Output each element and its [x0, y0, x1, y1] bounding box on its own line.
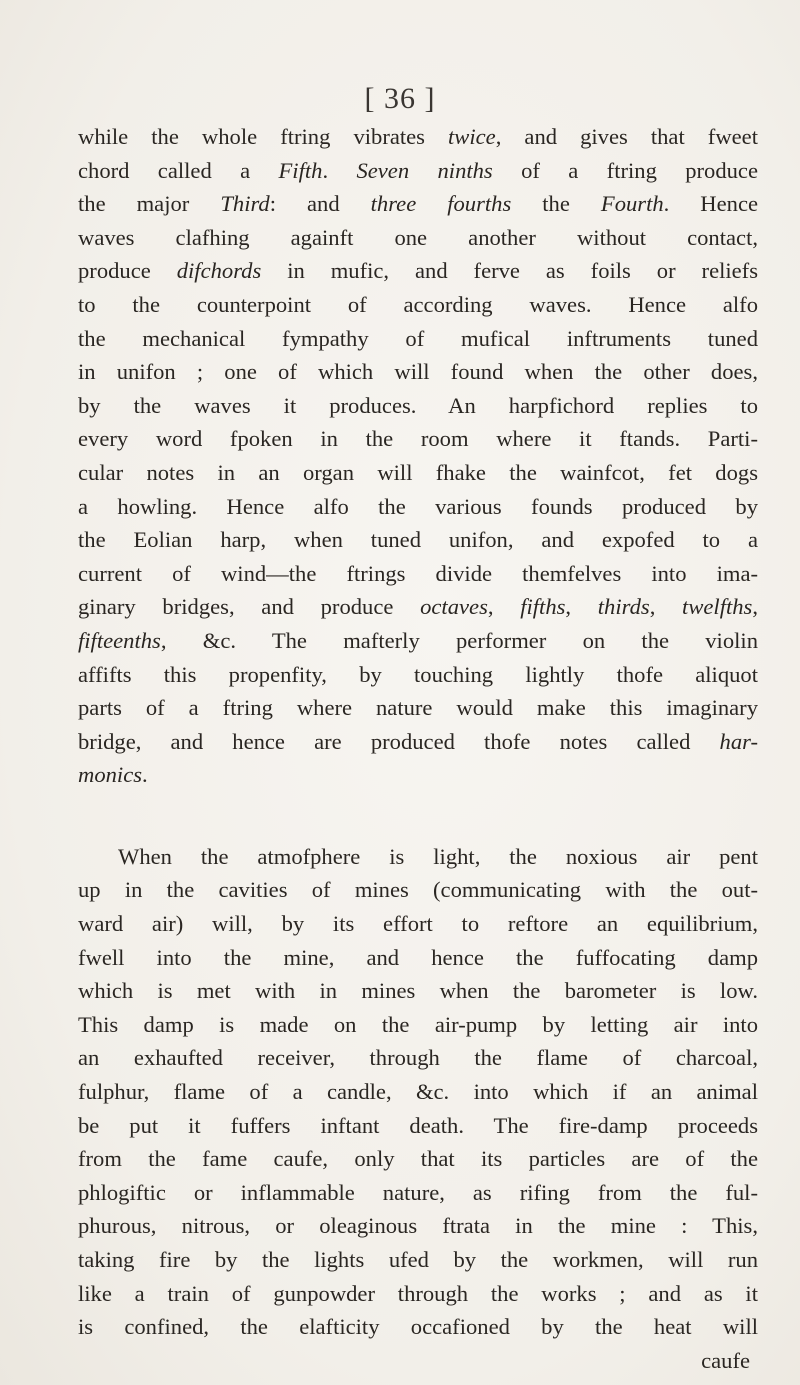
text-line: [78, 840, 758, 874]
text-line: [78, 490, 758, 524]
text-line: [78, 1209, 758, 1243]
text-segment: fwell into the mine, and hence the fuffocating damp: [78, 944, 758, 970]
paragraph-2: [78, 840, 758, 1344]
text-line: [78, 120, 758, 154]
text-line: [78, 624, 758, 658]
text-segment: of a ftring produce: [492, 157, 758, 183]
text-segment: ,: [565, 594, 598, 620]
text-line: [78, 873, 758, 907]
text-segment: phlogiftic or inflammable nature, as rifing from the ful-: [78, 1179, 758, 1205]
text-line: [78, 1243, 758, 1277]
text-segment: in unifon ; one of which will found when the other does,: [78, 359, 758, 385]
italic-text-segment: Fourth: [600, 191, 664, 217]
text-line: [78, 1176, 758, 1210]
text-segment: a howling. Hence alfo the various founds produced by: [78, 493, 758, 519]
text-line: [78, 1109, 758, 1143]
text-segment: .: [322, 157, 357, 183]
text-segment: .: [142, 762, 148, 788]
italic-text-segment: Third: [220, 191, 270, 217]
italic-text-segment: twice: [448, 124, 496, 149]
catchword: caufe: [701, 1347, 750, 1373]
text-segment: is confined, the elafticity occafioned by the heat will: [78, 1314, 758, 1340]
text-segment: ,: [752, 594, 758, 620]
text-segment: current of wind—the ftrings divide themfelves into ima-: [78, 560, 758, 586]
page-number: [ 36 ]: [364, 82, 436, 115]
text-line: [78, 658, 758, 692]
text-line: [78, 907, 758, 941]
text-segment: parts of a ftring where nature would make this imaginary: [78, 695, 758, 721]
text-segment: ginary bridges, and produce: [78, 594, 421, 620]
text-line: [78, 154, 758, 188]
text-segment: the Eolian harp, when tuned unifon, and expofed to a: [78, 527, 758, 553]
text-segment: be put it fuffers inftant death. The fire-damp proceeds: [78, 1112, 758, 1138]
text-segment: which is met with in mines when the barometer is low.: [78, 978, 758, 1004]
text-line: [78, 422, 758, 456]
text-segment: affifts this propenfity, by touching lightly thofe aliquot: [78, 661, 758, 687]
text-line: [78, 691, 758, 725]
italic-text-segment: monics: [78, 762, 143, 788]
text-segment: taking fire by the lights ufed by the workmen, will run: [78, 1247, 758, 1272]
text-line: [78, 725, 758, 759]
text-segment: This damp is made on the air-pump by letting air into: [78, 1011, 758, 1037]
text-segment: an exhaufted receiver, through the flame of charcoal,: [78, 1045, 758, 1071]
italic-text-segment: fifths: [520, 594, 566, 620]
text-line: [78, 974, 758, 1008]
text-segment: like a train of gunpowder through the works ; and as it: [78, 1280, 758, 1306]
text-line: [78, 1041, 758, 1075]
text-segment: : and: [269, 191, 371, 217]
text-line: [78, 758, 758, 792]
text-line: [78, 1277, 758, 1311]
paragraph-1: [78, 120, 758, 792]
text-segment: fulphur, flame of a candle, &c. into which if an animal: [78, 1079, 758, 1105]
text-line: [78, 389, 758, 423]
text-segment: from the fame caufe, only that its particles are of the: [78, 1146, 758, 1172]
text-segment: by the waves it produces. An harpfichord replies to: [78, 392, 758, 418]
paragraph-gap: [78, 792, 758, 840]
text-line: [78, 456, 758, 490]
text-segment: to the counterpoint of according waves. Hence alfo: [78, 291, 758, 317]
text-segment: , and gives that fweet: [495, 124, 758, 149]
italic-text-segment: octaves: [420, 594, 488, 620]
text-line: [78, 355, 758, 389]
text-segment: phurous, nitrous, or oleaginous ftrata in the mine : This,: [78, 1213, 758, 1239]
text-segment: bridge, and hence are produced thofe notes called: [78, 728, 720, 754]
text-line: [78, 941, 758, 975]
text-segment: the major: [78, 191, 221, 217]
text-line: [78, 1142, 758, 1176]
text-line: [78, 1310, 758, 1344]
italic-text-segment: fifteenths: [78, 627, 161, 653]
text-segment: while the whole ftring vibrates: [78, 124, 449, 149]
text-segment: up in the cavities of mines (communicating with the out-: [78, 877, 758, 903]
italic-text-segment: twelfths: [682, 594, 753, 620]
text-segment: When the atmofphere is light, the noxious air pent: [118, 843, 758, 869]
text-segment: , &c. The mafterly performer on the violin: [160, 627, 758, 653]
text-line: [78, 221, 758, 255]
text-line: [78, 322, 758, 356]
text-line: [78, 254, 758, 288]
text-segment: every word fpoken in the room where it ftands. Parti-: [78, 426, 758, 452]
italic-text-segment: three fourths: [370, 191, 512, 217]
text-line: [78, 557, 758, 591]
italic-text-segment: difchords: [176, 258, 262, 284]
text-line: [78, 1008, 758, 1042]
text-line: [78, 187, 758, 221]
text-segment: cular notes in an organ will fhake the wainfcot, fet dogs: [78, 459, 758, 485]
text-line: [78, 523, 758, 557]
text-line: [78, 1075, 758, 1109]
italic-text-segment: thirds: [597, 594, 650, 620]
body-text: [78, 120, 758, 1377]
text-line: [78, 590, 758, 624]
text-segment: ward air) will, by its effort to reftore an equilibrium,: [78, 911, 758, 937]
italic-text-segment: Seven ninths: [356, 157, 493, 183]
text-segment: ,: [649, 594, 683, 620]
text-segment: waves clafhing againft one another without contact,: [78, 224, 758, 250]
text-line: [78, 288, 758, 322]
text-segment: produce: [78, 258, 177, 284]
text-segment: the mechanical fympathy of mufical inftruments tuned: [78, 325, 758, 351]
text-segment: chord called a: [78, 157, 279, 183]
text-segment: in mufic, and ferve as foils or reliefs: [261, 258, 758, 284]
italic-text-segment: har-: [719, 728, 758, 754]
text-segment: . Hence: [663, 191, 759, 217]
text-segment: ,: [487, 594, 521, 620]
italic-text-segment: Fifth: [278, 157, 323, 183]
text-segment: the: [511, 191, 601, 217]
